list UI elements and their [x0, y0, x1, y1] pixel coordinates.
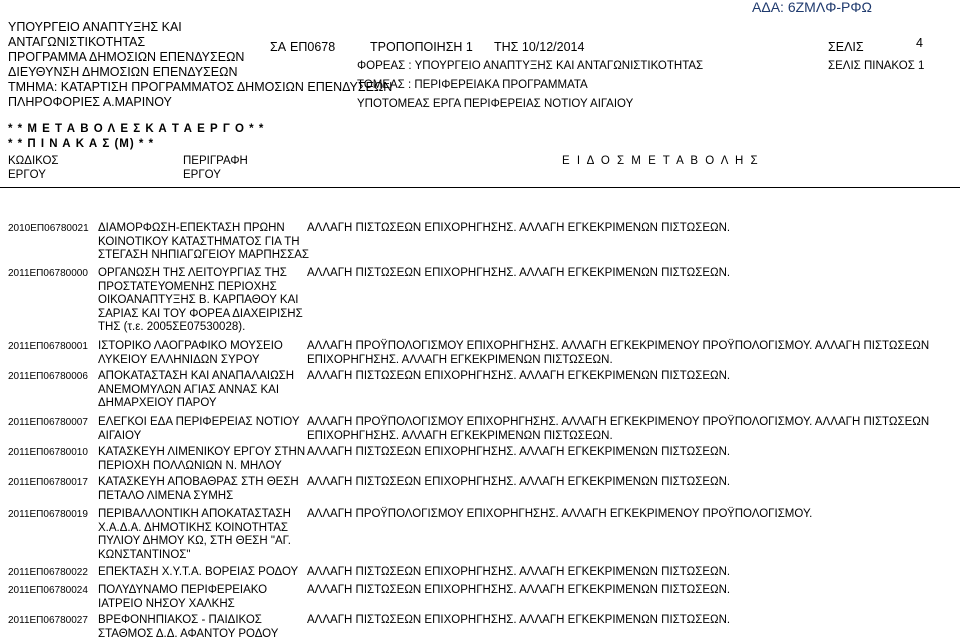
metaboles-title: * * Μ Ε Τ Α Β Ο Λ Ε Σ Κ Α Τ Α Ε Ρ Γ Ο * *: [8, 123, 265, 135]
document-date: ΤΗΣ 10/12/2014: [494, 40, 585, 54]
change-type: ΑΛΛΑΓΗ ΠΙΣΤΩΣΕΩΝ ΕΠΙΧΟΡΗΓΗΣΗΣ. ΑΛΛΑΓΗ ΕΓΚΕΚΡΙΜΕΝΩΝ ΠΙΣΤΩΣΕΩΝ.: [307, 370, 731, 382]
change-type: ΑΛΛΑΓΗ ΠΡΟΫΠΟΛΟΓΙΣΜΟΥ ΕΠΙΧΟΡΗΓΗΣΗΣ. ΑΛΛΑΓΗ ΕΓΚΕΚΡΙΜΕΝΟΥ ΠΡΟΫΠΟΛΟΓΙΣΜΟΥ.: [307, 508, 813, 520]
project-description: ΒΡΕΦΟΝΗΠΙΑΚΟΣ - ΠΑΙΔΙΚΟΣ ΣΤΑΘΜΟΣ Δ.Δ. ΑΦΑΝΤΟΥ ΡΟΔΟΥ: [98, 614, 279, 639]
project-description: ΙΣΤΟΡΙΚΟ ΛΑΟΓΡΑΦΙΚΟ ΜΟΥΣΕΙΟ ΛΥΚΕΙΟΥ ΕΛΛΗΝΙΔΩΝ ΣΥΡΟΥ: [98, 340, 283, 366]
project-description: ΠΟΛΥΔΥΝΑΜΟ ΠΕΡΙΦΕΡΕΙΑΚΟ ΙΑΤΡΕΙΟ ΝΗΣΟΥ ΧΑΛΚΗΣ: [98, 584, 268, 610]
project-code: 2011ΕΠ06780022: [8, 567, 88, 578]
project-code: 2011ΕΠ06780006: [8, 371, 88, 382]
project-code: 2011ΕΠ06780024: [8, 585, 88, 596]
col-header-desc-2: ΕΡΓΟΥ: [183, 169, 221, 181]
project-code: 2010ΕΠ06780021: [8, 223, 89, 234]
project-description: ΑΠΟΚΑΤΑΣΤΑΣΗ ΚΑΙ ΑΝΑΠΑΛΑΙΩΣΗ ΑΝΕΜΟΜΥΛΩΝ ΑΓΙΑΣ ΑΝΝΑΣ ΚΑΙ ΔΗΜΑΡΧΕΙΟΥ ΠΑΡΟΥ: [98, 370, 295, 410]
change-type: ΑΛΛΑΓΗ ΠΙΣΤΩΣΕΩΝ ΕΠΙΧΟΡΗΓΗΣΗΣ. ΑΛΛΑΓΗ ΕΓΚΕΚΡΙΜΕΝΩΝ ΠΙΣΤΩΣΕΩΝ.: [307, 446, 731, 458]
header-ministry-block: [8, 20, 392, 110]
project-code: 2011ΕΠ06780017: [8, 477, 88, 488]
project-description: ΟΡΓΑΝΩΣΗ ΤΗΣ ΛΕΙΤΟΥΡΓΙΑΣ ΤΗΣ ΠΡΟΣΤΑΤΕΥΟΜΕΝΗΣ ΠΕΡΙΟΧΗΣ ΟΙΚΟΑΝΑΠΤΥΞΗΣ Β. ΚΑΡΠΑΘΟΥ ΚΑΙ ΣΑΡΙΑΣ ΚΑΙ ΤΟΥ ΦΟΡΕΑ ΔΙΑΧΕΙΡΙΣΗΣ ΤΗΣ (τ.ε. 2005ΣΕ07530028).: [98, 267, 303, 334]
header-line: ΔΙΕΥΘΥΝΣΗ ΔΗΜΟΣΙΩΝ ΕΠΕΝΔΥΣΕΩΝ: [8, 65, 238, 79]
project-code: 2011ΕΠ06780007: [8, 417, 88, 428]
header-separator: [0, 187, 960, 188]
project-description: ΕΛΕΓΚΟΙ ΕΔΑ ΠΕΡΙΦΕΡΕΙΑΣ ΝΟΤΙΟΥ ΑΙΓΑΙΟΥ: [98, 416, 300, 442]
tropopoiisi-label: ΤΡΟΠΟΠΟΙΗΣΗ 1: [370, 40, 473, 54]
header-line: ΠΛΗΡΟΦΟΡΙΕΣ Α.ΜΑΡΙΝΟΥ: [8, 95, 172, 109]
change-type: ΑΛΛΑΓΗ ΠΙΣΤΩΣΕΩΝ ΕΠΙΧΟΡΗΓΗΣΗΣ. ΑΛΛΑΓΗ ΕΓΚΕΚΡΙΜΕΝΩΝ ΠΙΣΤΩΣΕΩΝ.: [307, 584, 731, 596]
ada-code: ΑΔΑ: 6ΖΜΛΦ-ΡΦΩ: [752, 0, 872, 15]
project-code: 2011ΕΠ06780027: [8, 615, 88, 626]
sa-label: ΣΑ: [270, 40, 287, 54]
page-label: ΣΕΛΙΣ: [828, 40, 864, 54]
project-description: ΚΑΤΑΣΚΕΥΗ ΛΙΜΕΝΙΚΟΥ ΕΡΓΟΥ ΣΤΗΝ ΠΕΡΙΟΧΗ ΠΟΛΛΩΝΙΩΝ Ν. ΜΗΛΟΥ: [98, 446, 306, 472]
project-code: 2011ΕΠ06780019: [8, 509, 88, 520]
sa-code: ΕΠ0678: [290, 40, 336, 54]
project-description: ΚΑΤΑΣΚΕΥΗ ΑΠΟΒΑΘΡΑΣ ΣΤΗ ΘΕΣΗ ΠΕΤΑΛΟ ΛΙΜΕΝΑ ΣΥΜΗΣ: [98, 476, 299, 502]
col-header-desc: ΠΕΡΙΓΡΑΦΗ: [183, 155, 248, 167]
page-number: 4: [916, 36, 923, 50]
header-line: ΥΠΟΥΡΓΕΙΟ ΑΝΑΠΤΥΞΗΣ ΚΑΙ: [8, 20, 182, 34]
change-type: ΑΛΛΑΓΗ ΠΡΟΫΠΟΛΟΓΙΣΜΟΥ ΕΠΙΧΟΡΗΓΗΣΗΣ. ΑΛΛΑΓΗ ΕΓΚΕΚΡΙΜΕΝΟΥ ΠΡΟΫΠΟΛΟΓΙΣΜΟΥ. ΑΛΛΑΓΗ ΠΙΣΤΩΣΕΩΝ ΕΠΙΧΟΡΗΓΗΣΗΣ. ΑΛΛΑΓΗ ΕΓΚΕΚΡΙΜΕΝΩΝ ΠΙΣΤΩΣΕΩΝ.: [307, 340, 930, 366]
change-type: ΑΛΛΑΓΗ ΠΙΣΤΩΣΕΩΝ ΕΠΙΧΟΡΗΓΗΣΗΣ. ΑΛΛΑΓΗ ΕΓΚΕΚΡΙΜΕΝΩΝ ΠΙΣΤΩΣΕΩΝ.: [307, 566, 731, 578]
table-page-label: ΣΕΛΙΣ ΠΙΝΑΚΟΣ 1: [828, 60, 925, 72]
col-header-change: Ε Ι Δ Ο Σ Μ Ε Τ Α Β Ο Λ Η Σ: [562, 155, 760, 167]
header-line: ΤΜΗΜΑ: ΚΑΤΑΡΤΙΣΗ ΠΡΟΓΡΑΜΜΑΤΟΣ ΔΗΜΟΣΙΩΝ ΕΠΕΝΔΥΣΕΩΝ: [8, 80, 393, 94]
change-type: ΑΛΛΑΓΗ ΠΙΣΤΩΣΕΩΝ ΕΠΙΧΟΡΗΓΗΣΗΣ. ΑΛΛΑΓΗ ΕΓΚΕΚΡΙΜΕΝΩΝ ΠΙΣΤΩΣΕΩΝ.: [307, 476, 731, 488]
project-description: ΠΕΡΙΒΑΛΛΟΝΤΙΚΗ ΑΠΟΚΑΤΑΣΤΑΣΗ Χ.Α.Δ.Α. ΔΗΜΟΤΙΚΗΣ ΚΟΙΝΟΤΗΤΑΣ ΠΥΛΙΟΥ ΔΗΜΟΥ ΚΩ, ΣΤΗ ΘΕΣΗ "ΑΓ. ΚΩΝΣΤΑΝΤΙΝΟΣ": [98, 508, 291, 561]
foreas-line: ΦΟΡΕΑΣ : ΥΠΟΥΡΓΕΙΟ ΑΝΑΠΤΥΞΗΣ ΚΑΙ ΑΝΤΑΓΩΝΙΣΤΙΚΟΤΗΤΑΣ: [357, 60, 704, 72]
col-header-code-2: ΕΡΓΟΥ: [8, 169, 46, 181]
project-description: ΕΠΕΚΤΑΣΗ Χ.Υ.Τ.Α. ΒΟΡΕΙΑΣ ΡΟΔΟΥ: [98, 566, 299, 578]
project-description: ΔΙΑΜΟΡΦΩΣΗ-ΕΠΕΚΤΑΣΗ ΠΡΩΗΝ ΚΟΙΝΟΤΙΚΟΥ ΚΑΤΑΣΤΗΜΑΤΟΣ ΓΙΑ ΤΗ ΣΤΕΓΑΣΗ ΝΗΠΙΑΓΩΓΕΙΟΥ ΜΑΡΠΗΣΣΑΣ: [98, 222, 310, 262]
change-type: ΑΛΛΑΓΗ ΠΙΣΤΩΣΕΩΝ ΕΠΙΧΟΡΗΓΗΣΗΣ. ΑΛΛΑΓΗ ΕΓΚΕΚΡΙΜΕΝΩΝ ΠΙΣΤΩΣΕΩΝ.: [307, 267, 731, 279]
col-header-code: ΚΩΔΙΚΟΣ: [8, 155, 59, 167]
change-type: ΑΛΛΑΓΗ ΠΡΟΫΠΟΛΟΓΙΣΜΟΥ ΕΠΙΧΟΡΗΓΗΣΗΣ. ΑΛΛΑΓΗ ΕΓΚΕΚΡΙΜΕΝΟΥ ΠΡΟΫΠΟΛΟΓΙΣΜΟΥ. ΑΛΛΑΓΗ ΠΙΣΤΩΣΕΩΝ ΕΠΙΧΟΡΗΓΗΣΗΣ. ΑΛΛΑΓΗ ΕΓΚΕΚΡΙΜΕΝΩΝ ΠΙΣΤΩΣΕΩΝ.: [307, 416, 930, 442]
change-type: ΑΛΛΑΓΗ ΠΙΣΤΩΣΕΩΝ ΕΠΙΧΟΡΗΓΗΣΗΣ. ΑΛΛΑΓΗ ΕΓΚΕΚΡΙΜΕΝΩΝ ΠΙΣΤΩΣΕΩΝ.: [307, 614, 731, 626]
project-code: 2011ΕΠ06780010: [8, 447, 88, 458]
project-code: 2011ΕΠ06780001: [8, 341, 88, 352]
pinakas-title: * * Π Ι Ν Α Κ Α Σ (Μ) * *: [8, 138, 155, 150]
ypotomeas-line: ΥΠΟΤΟΜΕΑΣ ΕΡΓΑ ΠΕΡΙΦΕΡΕΙΑΣ ΝΟΤΙΟΥ ΑΙΓΑΙΟΥ: [357, 98, 634, 110]
project-code: 2011ΕΠ06780000: [8, 268, 88, 279]
header-line: ΑΝΤΑΓΩΝΙΣΤΙΚΟΤΗΤΑΣ: [8, 35, 146, 49]
change-type: ΑΛΛΑΓΗ ΠΙΣΤΩΣΕΩΝ ΕΠΙΧΟΡΗΓΗΣΗΣ. ΑΛΛΑΓΗ ΕΓΚΕΚΡΙΜΕΝΩΝ ΠΙΣΤΩΣΕΩΝ.: [307, 222, 731, 234]
tomeas-line: ΤΟΜΕΑΣ : ΠΕΡΙΦΕΡΕΙΑΚΑ ΠΡΟΓΡΑΜΜΑΤΑ: [357, 79, 588, 91]
header-line: ΠΡΟΓΡΑΜΜΑ ΔΗΜΟΣΙΩΝ ΕΠΕΝΔΥΣΕΩΝ: [8, 50, 245, 64]
